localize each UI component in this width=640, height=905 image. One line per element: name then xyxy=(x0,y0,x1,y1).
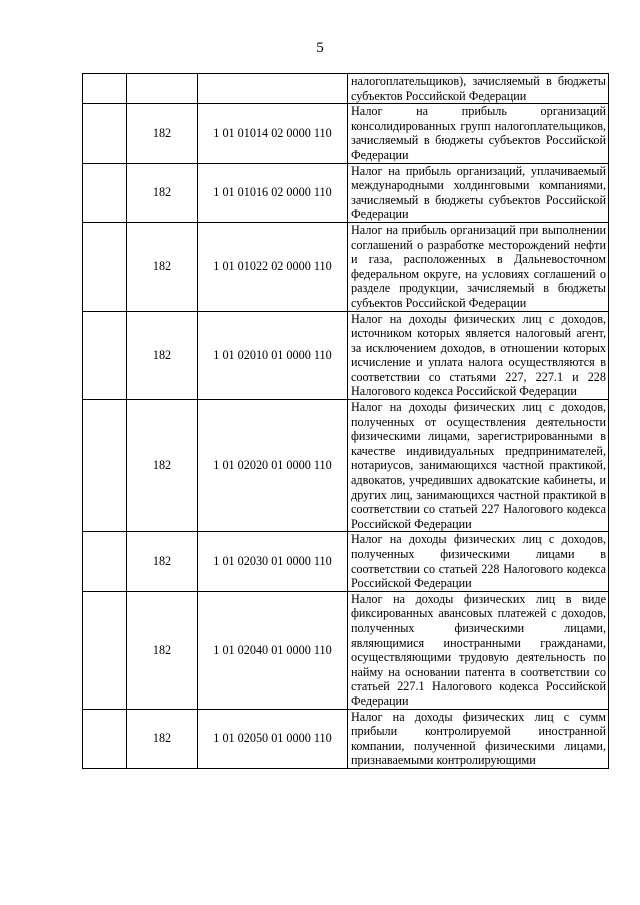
admin-code-cell: 182 xyxy=(127,104,198,163)
kbk-code-cell: 1 01 01022 02 0000 110 xyxy=(198,222,348,311)
table-row xyxy=(83,311,609,400)
empty-cell xyxy=(83,400,127,532)
revenue-name-cell: Налог на прибыль организаций, уплачиваемый международными холдинговыми компаниями, зачисляемый в бюджеты субъектов Российской Федерации xyxy=(348,163,609,222)
empty-cell xyxy=(83,591,127,709)
revenue-name-cell: Налог на прибыль организаций при выполнении соглашений о разработке месторождений нефти и газа, расположенных в Дальневосточном федеральном округе, на условиях соглашений о разделе продукции, зачисляемый в бюджеты субъектов Российской Федерации xyxy=(348,222,609,311)
kbk-code-cell: 1 01 01016 02 0000 110 xyxy=(198,163,348,222)
empty-cell xyxy=(83,163,127,222)
table-row xyxy=(83,104,609,163)
empty-cell xyxy=(83,104,127,163)
table-row xyxy=(83,400,609,532)
revenue-name-cell: Налог на прибыль организаций консолидированных групп налогоплательщиков, зачисляемый в бюджеты субъектов Российской Федерации xyxy=(348,104,609,163)
admin-code-cell: 182 xyxy=(127,163,198,222)
revenue-name-cell: налогоплательщиков), зачисляемый в бюджеты субъектов Российской Федерации xyxy=(348,74,609,104)
table-row xyxy=(83,532,609,591)
revenue-name-cell: Налог на доходы физических лиц с доходов, источником которых является налоговый агент, за исключением доходов, в отношении которых исчисление и уплата налога осуществляются в соответствии со статьями 227, 227.1 и 228 Налогового кодекса Российской Федерации xyxy=(348,311,609,400)
revenue-name-cell: Налог на доходы физических лиц с доходов, полученных от осуществления деятельности физическими лицами, зарегистрированными в качестве индивидуальных предпринимателей, нотариусов, занимающихся частной практикой, адвокатов, учредивших адвокатские кабинеты, и других лиц, занимающихся частной практикой в соответствии со статьей 227 Налогового кодекса Российской Федерации xyxy=(348,400,609,532)
empty-cell xyxy=(83,74,127,104)
kbk-code-cell: 1 01 02040 01 0000 110 xyxy=(198,591,348,709)
kbk-code-cell: 1 01 01014 02 0000 110 xyxy=(198,104,348,163)
admin-code-cell xyxy=(127,74,198,104)
kbk-code-cell: 1 01 02030 01 0000 110 xyxy=(198,532,348,591)
kbk-code-cell: 1 01 02010 01 0000 110 xyxy=(198,311,348,400)
table-row xyxy=(83,74,609,104)
revenue-name-cell: Налог на доходы физических лиц в виде фиксированных авансовых платежей с доходов, полученных физическими лицами, являющимися иностранными гражданами, осуществляющими трудовую деятельность по найму на основании патента в соответствии со статьей 227.1 Налогового кодекса Российской Федерации xyxy=(348,591,609,709)
table-row xyxy=(83,591,609,709)
empty-cell xyxy=(83,222,127,311)
admin-code-cell: 182 xyxy=(127,532,198,591)
revenue-name-cell: Налог на доходы физических лиц с доходов, полученных физическими лицами в соответствии со статьей 228 Налогового кодекса Российской Федерации xyxy=(348,532,609,591)
revenue-name-cell: Налог на доходы физических лиц с сумм прибыли контролируемой иностранной компании, полученной физическими лицами, признаваемыми контролирующими xyxy=(348,709,609,768)
admin-code-cell: 182 xyxy=(127,709,198,768)
admin-code-cell: 182 xyxy=(127,311,198,400)
kbk-code-cell: 1 01 02020 01 0000 110 xyxy=(198,400,348,532)
empty-cell xyxy=(83,532,127,591)
admin-code-cell: 182 xyxy=(127,222,198,311)
table-row xyxy=(83,222,609,311)
budget-revenue-table xyxy=(82,73,609,769)
table-row xyxy=(83,709,609,768)
page-number: 5 xyxy=(316,40,324,56)
kbk-code-cell: 1 01 02050 01 0000 110 xyxy=(198,709,348,768)
table-row xyxy=(83,163,609,222)
admin-code-cell: 182 xyxy=(127,400,198,532)
admin-code-cell: 182 xyxy=(127,591,198,709)
empty-cell xyxy=(83,709,127,768)
empty-cell xyxy=(83,311,127,400)
kbk-code-cell xyxy=(198,74,348,104)
